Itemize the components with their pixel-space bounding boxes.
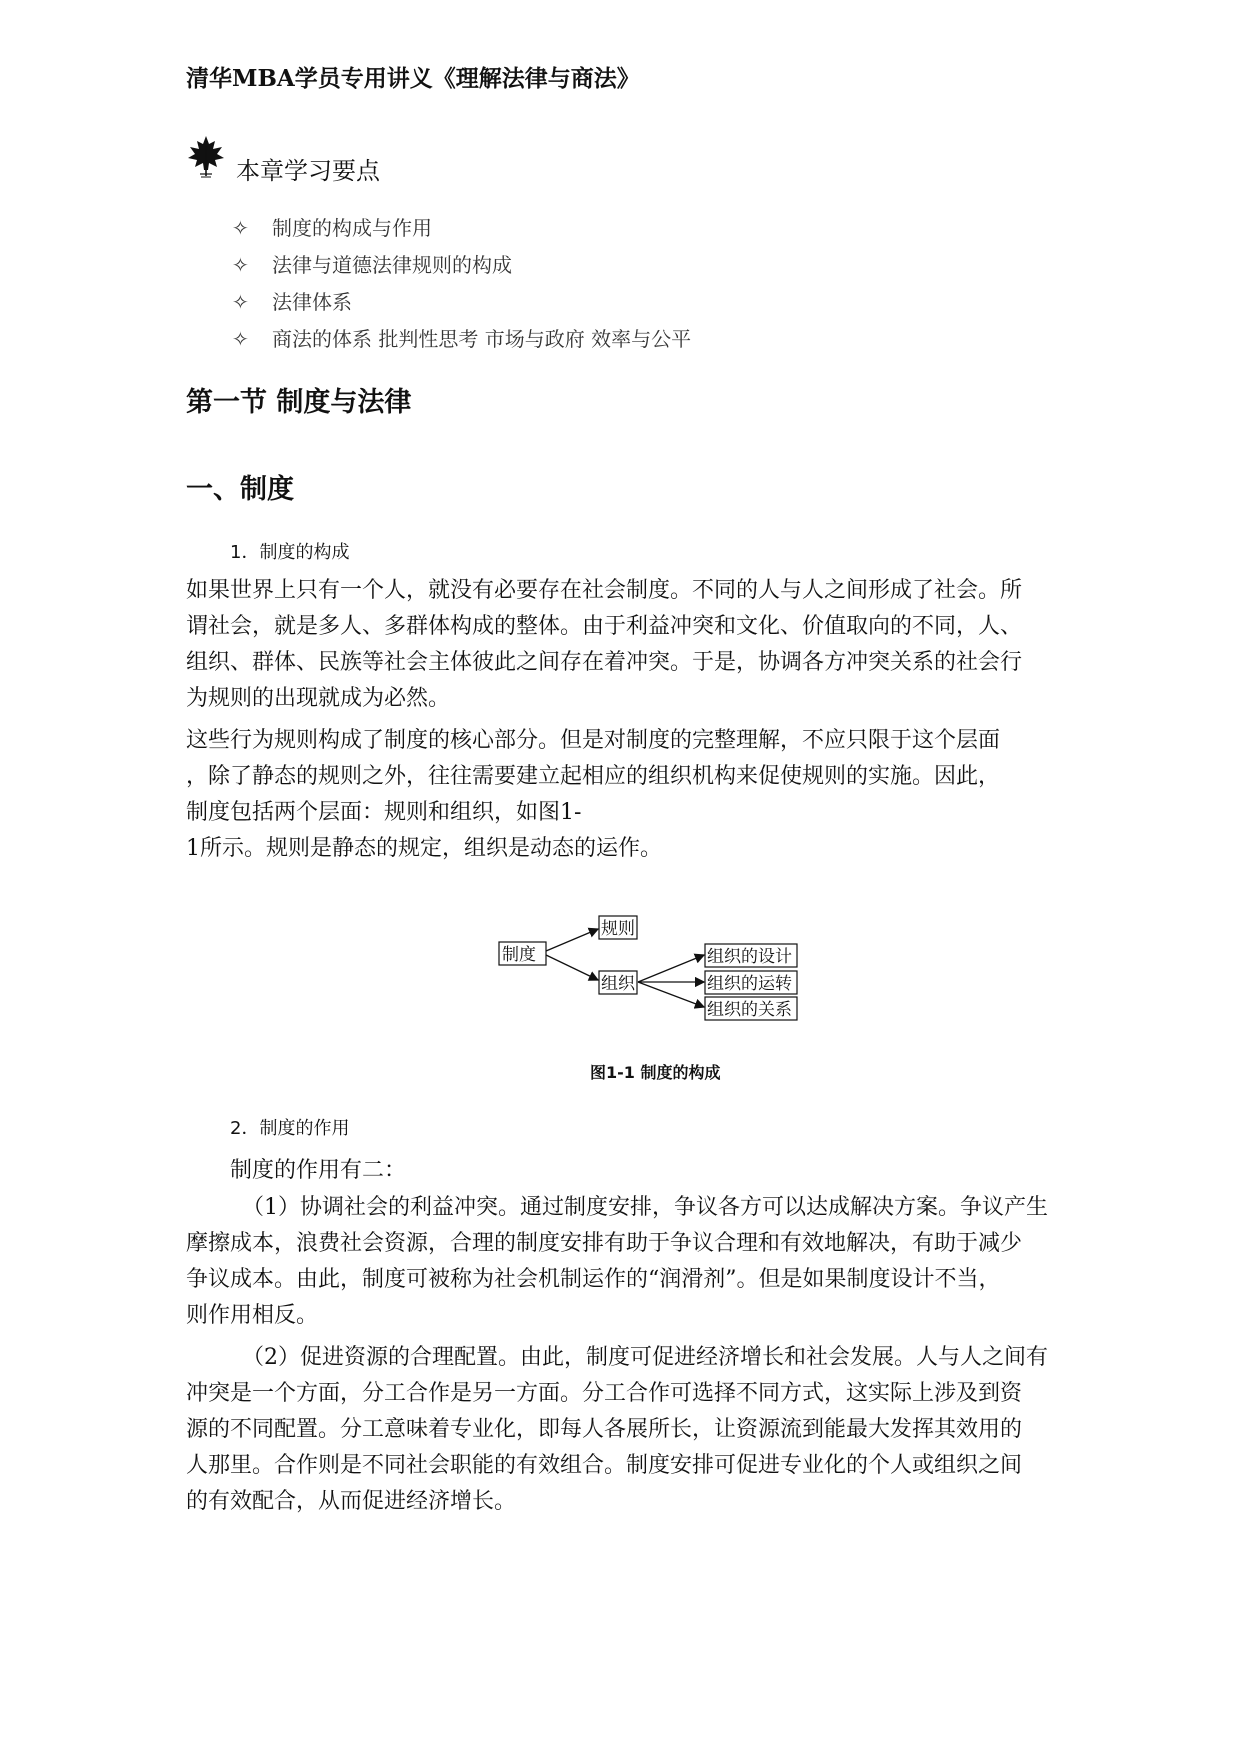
paragraph-line: 为规则的出现就成为必然。 bbox=[186, 686, 451, 711]
paragraph-line: 制度的作用有二： bbox=[230, 1158, 407, 1183]
key-points-list bbox=[232, 213, 691, 361]
paragraph-line: （1）协调社会的利益冲突。通过制度安排，争议各方可以达成解决方案。争议产生 bbox=[242, 1195, 1048, 1220]
paragraph-line: 如果世界上只有一个人，就没有必要存在社会制度。不同的人与人之间形成了社会。所 bbox=[186, 578, 1023, 603]
section-title: 第一节 制度与法律 bbox=[186, 387, 412, 418]
node-org-design-label: 组织的设计 bbox=[707, 947, 792, 967]
paragraph-line: （2）促进资源的合理配置。由此，制度可促进经济增长和社会发展。人与人之间有 bbox=[242, 1345, 1048, 1370]
key-point-item bbox=[232, 213, 691, 250]
paragraph-line: 摩擦成本，浪费社会资源，合理的制度安排有助于争议合理和有效地解决，有助于减少 bbox=[186, 1231, 1023, 1256]
key-point-text: 商法的体系 批判性思考 市场与政府 效率与公平 bbox=[272, 327, 692, 351]
bullet-icon: ✧ bbox=[232, 253, 249, 277]
bullet-icon: ✧ bbox=[232, 327, 249, 351]
node-org-operation-label: 组织的运转 bbox=[707, 974, 792, 994]
key-point-text: 法律与道德法律规则的构成 bbox=[272, 253, 512, 277]
paragraph-composition-1 bbox=[186, 573, 1136, 717]
paragraph-function-intro bbox=[186, 1153, 1136, 1189]
paragraph-line: 组织、群体、民族等社会主体彼此之间存在着冲突。于是，协调各方冲突关系的社会行 bbox=[186, 650, 1023, 675]
key-point-item bbox=[232, 324, 691, 361]
subsection-title: 一、制度 bbox=[186, 474, 294, 505]
paragraph-function-1 bbox=[186, 1190, 1136, 1334]
node-rules-label: 规则 bbox=[601, 919, 635, 939]
paragraph-line: 制度包括两个层面：规则和组织，如图1- bbox=[186, 800, 582, 825]
maple-leaf-icon bbox=[186, 134, 226, 178]
key-point-text: 制度的构成与作用 bbox=[272, 216, 432, 240]
paragraph-line: 1所示。规则是静态的规定，组织是动态的运作。 bbox=[186, 836, 662, 861]
node-org-relations-label: 组织的关系 bbox=[707, 1000, 792, 1020]
paragraph-line: 这些行为规则构成了制度的核心部分。但是对制度的完整理解，不应只限于这个层面 bbox=[186, 728, 1001, 753]
paragraph-composition-2 bbox=[186, 723, 1136, 867]
arrow-org-to-design bbox=[638, 955, 704, 982]
item-heading-function: 2．制度的作用 bbox=[230, 1118, 350, 1139]
paragraph-line: 冲突是一个方面，分工合作是另一方面。分工合作可选择不同方式，这实际上涉及到资 bbox=[186, 1381, 1023, 1406]
node-org-label: 组织 bbox=[601, 974, 635, 994]
item-heading-composition: 1．制度的构成 bbox=[230, 542, 350, 563]
bullet-icon: ✧ bbox=[232, 290, 249, 314]
arrow-root-to-rules bbox=[546, 929, 598, 951]
arrow-org-to-relations bbox=[638, 982, 704, 1007]
paragraph-line: 的有效配合，从而促进经济增长。 bbox=[186, 1489, 517, 1514]
bullet-icon: ✧ bbox=[232, 216, 249, 240]
node-root-label: 制度 bbox=[502, 945, 536, 965]
paragraph-line: ，除了静态的规则之外，往往需要建立起相应的组织机构来促使规则的实施。因此， bbox=[186, 764, 1001, 789]
document-header-title: 清华MBA学员专用讲义《理解法律与商法》 bbox=[186, 65, 640, 92]
key-point-text: 法律体系 bbox=[272, 290, 352, 314]
key-point-item bbox=[232, 250, 691, 287]
key-point-item bbox=[232, 287, 691, 324]
figure-caption: 图1-1 制度的构成 bbox=[590, 1063, 721, 1082]
paragraph-line: 则作用相反。 bbox=[186, 1303, 319, 1328]
paragraph-line: 源的不同配置。分工意味着专业化，即每人各展所长，让资源流到能最大发挥其效用的 bbox=[186, 1417, 1023, 1442]
institution-composition-diagram bbox=[490, 905, 820, 1029]
paragraph-line: 谓社会，就是多人、多群体构成的整体。由于利益冲突和文化、价值取向的不同，人、 bbox=[186, 614, 1023, 639]
arrow-root-to-org bbox=[546, 955, 598, 980]
paragraph-line: 争议成本。由此，制度可被称为社会机制运作的“润滑剂”。但是如果制度设计不当， bbox=[186, 1267, 1001, 1292]
paragraph-line: 人那里。合作则是不同社会职能的有效组合。制度安排可促进专业化的个人或组织之间 bbox=[186, 1453, 1023, 1478]
paragraph-function-2 bbox=[186, 1340, 1136, 1520]
key-points-title: 本章学习要点 bbox=[236, 157, 380, 185]
